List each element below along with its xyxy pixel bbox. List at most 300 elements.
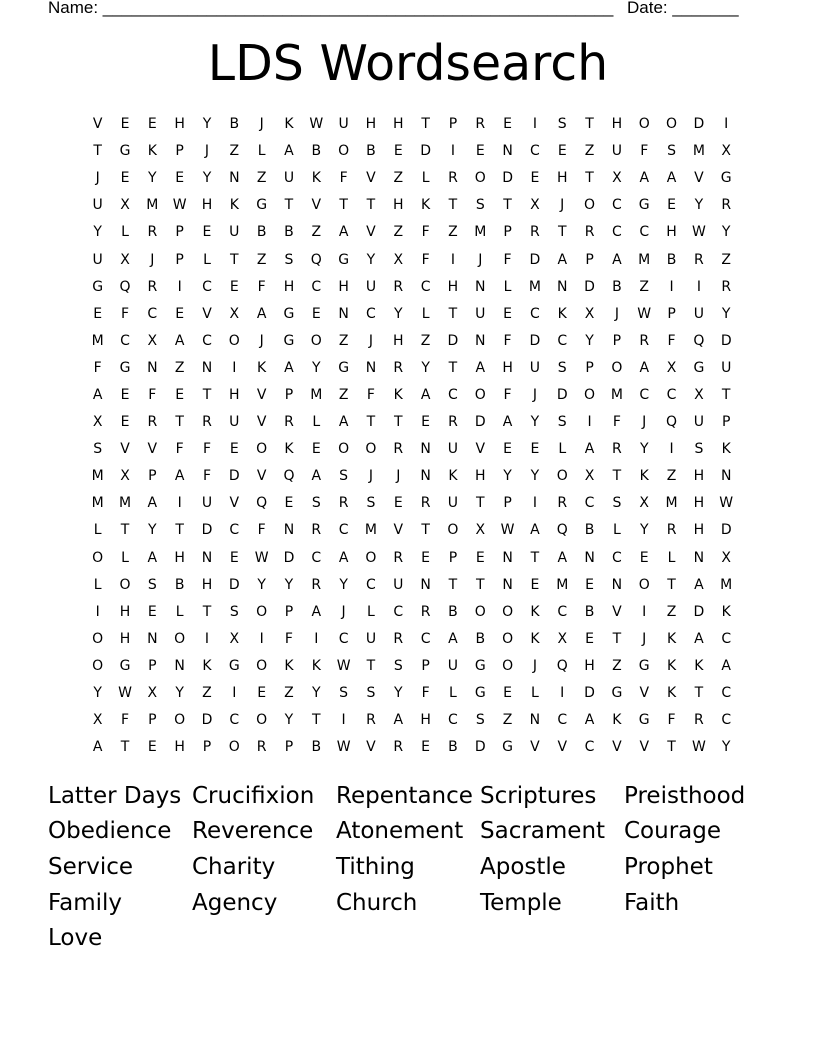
grid-cell: V: [639, 685, 650, 702]
grid-cell: M: [720, 576, 733, 593]
grid-cell: C: [311, 549, 322, 566]
grid-cell: K: [311, 170, 321, 187]
grid-cell: C: [420, 630, 431, 647]
grid-cell: O: [638, 116, 650, 133]
grid-cell: F: [421, 251, 430, 268]
grid-cell: J: [614, 305, 619, 322]
grid-cell: W: [172, 197, 187, 214]
grid-cell: Y: [721, 305, 731, 322]
grid-cell: A: [284, 143, 294, 160]
grid-cell: R: [284, 414, 294, 431]
grid-cell: H: [474, 468, 486, 485]
grid-cell: F: [612, 414, 621, 431]
grid-cell: Y: [393, 305, 403, 322]
grid-row: [84, 680, 740, 707]
grid-cell: Z: [584, 143, 595, 160]
grid-cell: T: [503, 197, 512, 214]
grid-cell: N: [365, 359, 377, 376]
grid-cell: U: [475, 305, 486, 322]
grid-cell: Z: [284, 685, 294, 702]
grid-cell: R: [420, 603, 431, 620]
grid-row: [84, 219, 740, 246]
grid-cell: I: [232, 359, 237, 376]
grid-cell: R: [393, 278, 404, 295]
grid-cell: U: [365, 630, 377, 647]
grid-cell: N: [529, 712, 541, 729]
grid-cell: E: [175, 386, 185, 403]
header-line: [48, 0, 748, 18]
page-title: LDS Wordsearch: [207, 35, 609, 92]
grid-cell: P: [585, 359, 594, 376]
grid-cell: A: [530, 522, 540, 539]
grid-cell: T: [202, 603, 212, 620]
grid-cell: P: [667, 305, 676, 322]
grid-cell: G: [611, 685, 623, 702]
grid-cell: R: [448, 414, 458, 431]
grid-cell: P: [284, 603, 294, 620]
grid-cell: P: [448, 549, 458, 566]
grid-cell: T: [120, 522, 130, 539]
grid-cell: E: [421, 549, 431, 566]
grid-cell: E: [257, 685, 267, 702]
grid-cell: C: [612, 549, 622, 566]
grid-cell: D: [201, 522, 213, 539]
grid-cell: E: [147, 739, 157, 756]
grid-cell: C: [311, 278, 322, 295]
grid-cell: R: [612, 441, 622, 458]
grid-cell: J: [204, 143, 210, 160]
grid-cell: Q: [256, 495, 268, 512]
name-label: Name: ______________________________________________________: [48, 0, 614, 17]
grid-cell: Z: [393, 170, 404, 187]
grid-cell: Y: [721, 224, 731, 241]
grid-cell: K: [721, 441, 731, 458]
grid-cell: U: [365, 278, 377, 295]
grid-cell: E: [393, 143, 403, 160]
grid-cell: F: [175, 441, 184, 458]
grid-row: [84, 626, 740, 653]
grid-cell: T: [366, 657, 376, 674]
word-list-item: Courage: [624, 818, 722, 845]
grid-cell: V: [612, 603, 622, 620]
grid-cell: C: [612, 224, 622, 241]
grid-cell: V: [530, 739, 540, 756]
grid-cell: K: [421, 197, 431, 214]
grid-cell: U: [283, 170, 295, 187]
grid-cell: I: [450, 251, 455, 268]
grid-cell: S: [229, 603, 239, 620]
grid-cell: R: [694, 712, 704, 729]
grid-row: [84, 545, 740, 572]
grid-cell: D: [228, 468, 240, 485]
grid-cell: B: [584, 522, 595, 539]
grid-cell: I: [669, 278, 674, 295]
grid-cell: K: [530, 603, 540, 620]
grid-cell: O: [365, 441, 377, 458]
grid-cell: T: [175, 522, 184, 539]
grid-cell: Z: [666, 603, 677, 620]
grid-cell: Z: [338, 386, 349, 403]
grid-cell: E: [475, 143, 485, 160]
grid-cell: W: [309, 116, 324, 133]
word-list-item: Service: [48, 853, 134, 880]
grid-cell: G: [338, 359, 350, 376]
grid-cell: J: [368, 332, 374, 349]
grid-cell: C: [584, 495, 595, 512]
grid-cell: A: [557, 549, 568, 566]
grid-cell: E: [120, 414, 130, 431]
grid-cell: W: [118, 685, 132, 702]
grid-cell: B: [448, 739, 458, 756]
grid-cell: O: [502, 657, 514, 674]
grid-cell: A: [584, 441, 595, 458]
grid-cell: O: [365, 549, 377, 566]
grid-cell: L: [421, 305, 430, 322]
grid-cell: H: [365, 116, 377, 133]
grid-cell: G: [474, 657, 486, 674]
grid-cell: O: [638, 576, 650, 593]
grid-cell: R: [393, 739, 404, 756]
grid-cell: M: [91, 495, 104, 512]
grid-cell: Z: [256, 170, 267, 187]
grid-cell: P: [175, 143, 184, 160]
grid-cell: O: [502, 603, 514, 620]
grid-cell: V: [366, 224, 376, 241]
word-list-item: Tithing: [336, 853, 415, 880]
grid-cell: Z: [202, 685, 212, 702]
grid-cell: H: [693, 522, 705, 539]
grid-cell: S: [557, 414, 567, 431]
grid-cell: Z: [721, 251, 731, 268]
grid-cell: M: [474, 224, 487, 241]
grid-cell: I: [177, 495, 182, 512]
grid-cell: A: [311, 468, 322, 485]
grid-cell: U: [393, 576, 404, 593]
grid-cell: G: [119, 657, 131, 674]
grid-cell: F: [257, 278, 266, 295]
grid-cell: D: [556, 386, 568, 403]
grid-cell: E: [421, 414, 431, 431]
grid-cell: T: [694, 685, 704, 702]
grid-cell: A: [92, 386, 103, 403]
grid-cell: G: [283, 305, 295, 322]
grid-cell: Z: [311, 224, 322, 241]
grid-cell: M: [665, 495, 678, 512]
grid-cell: S: [612, 495, 622, 512]
grid-cell: P: [148, 657, 157, 674]
grid-cell: O: [256, 657, 268, 674]
grid-cell: C: [366, 576, 376, 593]
grid-cell: T: [175, 414, 184, 431]
grid-cell: J: [341, 603, 346, 620]
grid-cell: M: [364, 522, 377, 539]
grid-cell: J: [642, 630, 647, 647]
grid-cell: F: [503, 386, 512, 403]
grid-cell: H: [611, 116, 623, 133]
grid-cell: N: [557, 278, 568, 295]
grid-cell: U: [229, 414, 240, 431]
grid-cell: R: [666, 522, 677, 539]
grid-cell: T: [612, 630, 622, 647]
grid-cell: Y: [284, 576, 294, 593]
letter-grid: [84, 111, 740, 761]
grid-cell: G: [119, 359, 131, 376]
grid-cell: M: [91, 332, 104, 349]
grid-row: [84, 707, 740, 734]
grid-cell: U: [447, 495, 459, 512]
grid-cell: L: [121, 224, 129, 241]
grid-cell: D: [720, 332, 732, 349]
grid-cell: F: [640, 143, 649, 160]
grid-cell: T: [366, 197, 376, 214]
grid-cell: K: [612, 712, 622, 729]
date-label: Date: _______: [627, 0, 739, 17]
grid-cell: O: [119, 576, 131, 593]
grid-cell: F: [421, 685, 430, 702]
grid-cell: E: [503, 305, 513, 322]
grid-row: [84, 572, 740, 599]
grid-cell: T: [585, 170, 594, 187]
grid-cell: X: [147, 332, 158, 349]
grid-cell: A: [584, 712, 595, 729]
grid-cell: E: [530, 441, 540, 458]
grid-cell: T: [120, 739, 130, 756]
grid-cell: N: [475, 332, 486, 349]
grid-cell: E: [503, 685, 513, 702]
grid-cell: H: [693, 468, 705, 485]
grid-cell: V: [256, 386, 267, 403]
grid-cell: P: [448, 116, 458, 133]
grid-cell: O: [338, 143, 350, 160]
grid-cell: R: [530, 224, 540, 241]
grid-cell: V: [366, 739, 376, 756]
grid-cell: C: [448, 712, 458, 729]
grid-cell: G: [474, 685, 486, 702]
grid-cell: T: [721, 386, 731, 403]
grid-cell: O: [256, 712, 268, 729]
grid-row: [84, 328, 740, 355]
grid-cell: Z: [666, 468, 677, 485]
grid-cell: C: [202, 278, 212, 295]
grid-cell: W: [500, 522, 515, 539]
grid-cell: C: [612, 197, 622, 214]
grid-cell: T: [202, 386, 212, 403]
grid-cell: O: [502, 630, 514, 647]
grid-cell: I: [314, 630, 319, 647]
grid-cell: O: [92, 630, 104, 647]
grid-cell: Y: [421, 359, 430, 376]
grid-cell: J: [532, 386, 537, 403]
grid-cell: C: [721, 712, 732, 729]
grid-cell: Q: [310, 251, 322, 268]
grid-cell: Y: [530, 414, 540, 431]
grid-cell: C: [147, 305, 158, 322]
grid-cell: X: [120, 197, 130, 214]
grid-cell: C: [639, 386, 650, 403]
grid-cell: A: [393, 712, 404, 729]
grid-cell: C: [338, 630, 349, 647]
grid-cell: L: [667, 549, 676, 566]
grid-cell: F: [366, 386, 375, 403]
grid-cell: W: [336, 657, 351, 674]
grid-cell: A: [338, 549, 349, 566]
grid-cell: T: [448, 197, 458, 214]
grid-cell: T: [667, 739, 676, 756]
grid-cell: J: [259, 116, 264, 133]
grid-cell: R: [256, 739, 267, 756]
grid-cell: A: [721, 657, 731, 674]
grid-cell: N: [693, 549, 705, 566]
grid-cell: M: [528, 278, 541, 295]
grid-cell: Z: [256, 251, 267, 268]
grid-cell: O: [228, 332, 240, 349]
grid-cell: E: [393, 495, 403, 512]
grid-cell: O: [666, 116, 678, 133]
grid-cell: V: [612, 739, 622, 756]
grid-cell: E: [503, 441, 513, 458]
grid-cell: E: [311, 441, 321, 458]
grid-cell: B: [612, 278, 622, 295]
grid-cell: R: [147, 224, 158, 241]
grid-cell: H: [174, 116, 185, 133]
grid-cell: U: [693, 305, 704, 322]
grid-cell: V: [147, 441, 158, 458]
grid-cell: F: [667, 712, 676, 729]
word-list-item: Charity: [192, 853, 276, 880]
grid-cell: W: [719, 495, 734, 512]
grid-cell: B: [366, 143, 376, 160]
grid-cell: D: [283, 549, 295, 566]
grid-cell: R: [147, 414, 158, 431]
word-list-item: Crucifixion: [192, 782, 315, 809]
grid-cell: C: [639, 224, 650, 241]
grid-cell: Q: [693, 332, 705, 349]
grid-cell: R: [584, 224, 595, 241]
grid-cell: N: [174, 657, 185, 674]
grid-cell: U: [611, 143, 623, 160]
grid-cell: C: [530, 305, 540, 322]
word-list-item: Love: [48, 925, 103, 952]
grid-cell: Y: [530, 468, 540, 485]
grid-cell: A: [612, 251, 622, 268]
grid-cell: D: [584, 685, 595, 702]
grid-cell: E: [120, 170, 130, 187]
grid-cell: O: [474, 386, 486, 403]
grid-cell: K: [147, 143, 157, 160]
grid-cell: U: [721, 359, 732, 376]
grid-cell: Q: [666, 414, 678, 431]
grid-cell: L: [503, 278, 512, 295]
grid-cell: Y: [284, 712, 294, 729]
grid-cell: X: [666, 359, 677, 376]
grid-cell: K: [666, 685, 677, 702]
grid-cell: T: [421, 522, 430, 539]
grid-cell: T: [667, 576, 676, 593]
word-list: [48, 778, 768, 956]
grid-cell: T: [475, 576, 485, 593]
grid-cell: H: [338, 278, 349, 295]
grid-cell: E: [229, 549, 239, 566]
grid-row: [84, 355, 740, 382]
grid-cell: J: [95, 170, 100, 187]
grid-cell: Y: [175, 685, 184, 702]
grid-cell: F: [667, 332, 676, 349]
word-list-item: Prophet: [624, 853, 713, 880]
grid-cell: T: [448, 576, 458, 593]
grid-cell: G: [502, 739, 514, 756]
grid-cell: K: [257, 359, 267, 376]
grid-cell: K: [311, 657, 321, 674]
grid-cell: F: [503, 251, 512, 268]
grid-cell: A: [448, 630, 458, 647]
grid-row: [84, 274, 740, 301]
grid-cell: U: [229, 224, 240, 241]
grid-cell: X: [120, 468, 130, 485]
grid-cell: T: [421, 116, 430, 133]
grid-cell: R: [393, 441, 404, 458]
grid-cell: A: [174, 332, 185, 349]
grid-cell: V: [557, 739, 568, 756]
grid-cell: Y: [721, 739, 731, 756]
grid-cell: U: [338, 116, 349, 133]
grid-cell: H: [229, 386, 240, 403]
word-row: [48, 849, 768, 885]
grid-cell: D: [693, 116, 705, 133]
grid-cell: G: [119, 143, 131, 160]
grid-cell: B: [229, 116, 240, 133]
grid-cell: X: [584, 305, 595, 322]
grid-cell: E: [229, 278, 239, 295]
grid-cell: H: [201, 576, 213, 593]
grid-cell: A: [639, 170, 650, 187]
grid-cell: I: [232, 685, 237, 702]
grid-cell: E: [175, 170, 185, 187]
grid-cell: O: [584, 197, 596, 214]
grid-cell: Q: [283, 468, 295, 485]
grid-cell: V: [229, 495, 240, 512]
grid-row: [84, 382, 740, 409]
word-row: [48, 814, 768, 850]
grid-cell: Q: [119, 278, 131, 295]
grid-cell: V: [366, 170, 376, 187]
word-list-item: Scriptures: [480, 782, 597, 809]
grid-cell: R: [202, 414, 212, 431]
grid-cell: O: [256, 441, 268, 458]
grid-row: [84, 138, 740, 165]
word-list-item: Agency: [192, 889, 278, 916]
grid-cell: V: [202, 305, 212, 322]
grid-cell: N: [502, 576, 513, 593]
grid-cell: E: [311, 305, 321, 322]
grid-cell: D: [420, 143, 431, 160]
grid-cell: O: [556, 468, 568, 485]
grid-cell: B: [311, 739, 322, 756]
grid-cell: T: [284, 197, 294, 214]
grid-cell: U: [693, 414, 704, 431]
grid-cell: E: [202, 224, 212, 241]
grid-cell: K: [229, 197, 239, 214]
grid-cell: F: [148, 386, 157, 403]
grid-cell: L: [612, 522, 621, 539]
grid-cell: N: [611, 576, 623, 593]
grid-cell: Y: [393, 685, 403, 702]
grid-cell: A: [174, 468, 185, 485]
word-list-item: Church: [336, 889, 418, 916]
grid-cell: Y: [639, 441, 649, 458]
grid-cell: G: [338, 251, 350, 268]
grid-cell: E: [421, 739, 431, 756]
grid-cell: O: [474, 603, 486, 620]
